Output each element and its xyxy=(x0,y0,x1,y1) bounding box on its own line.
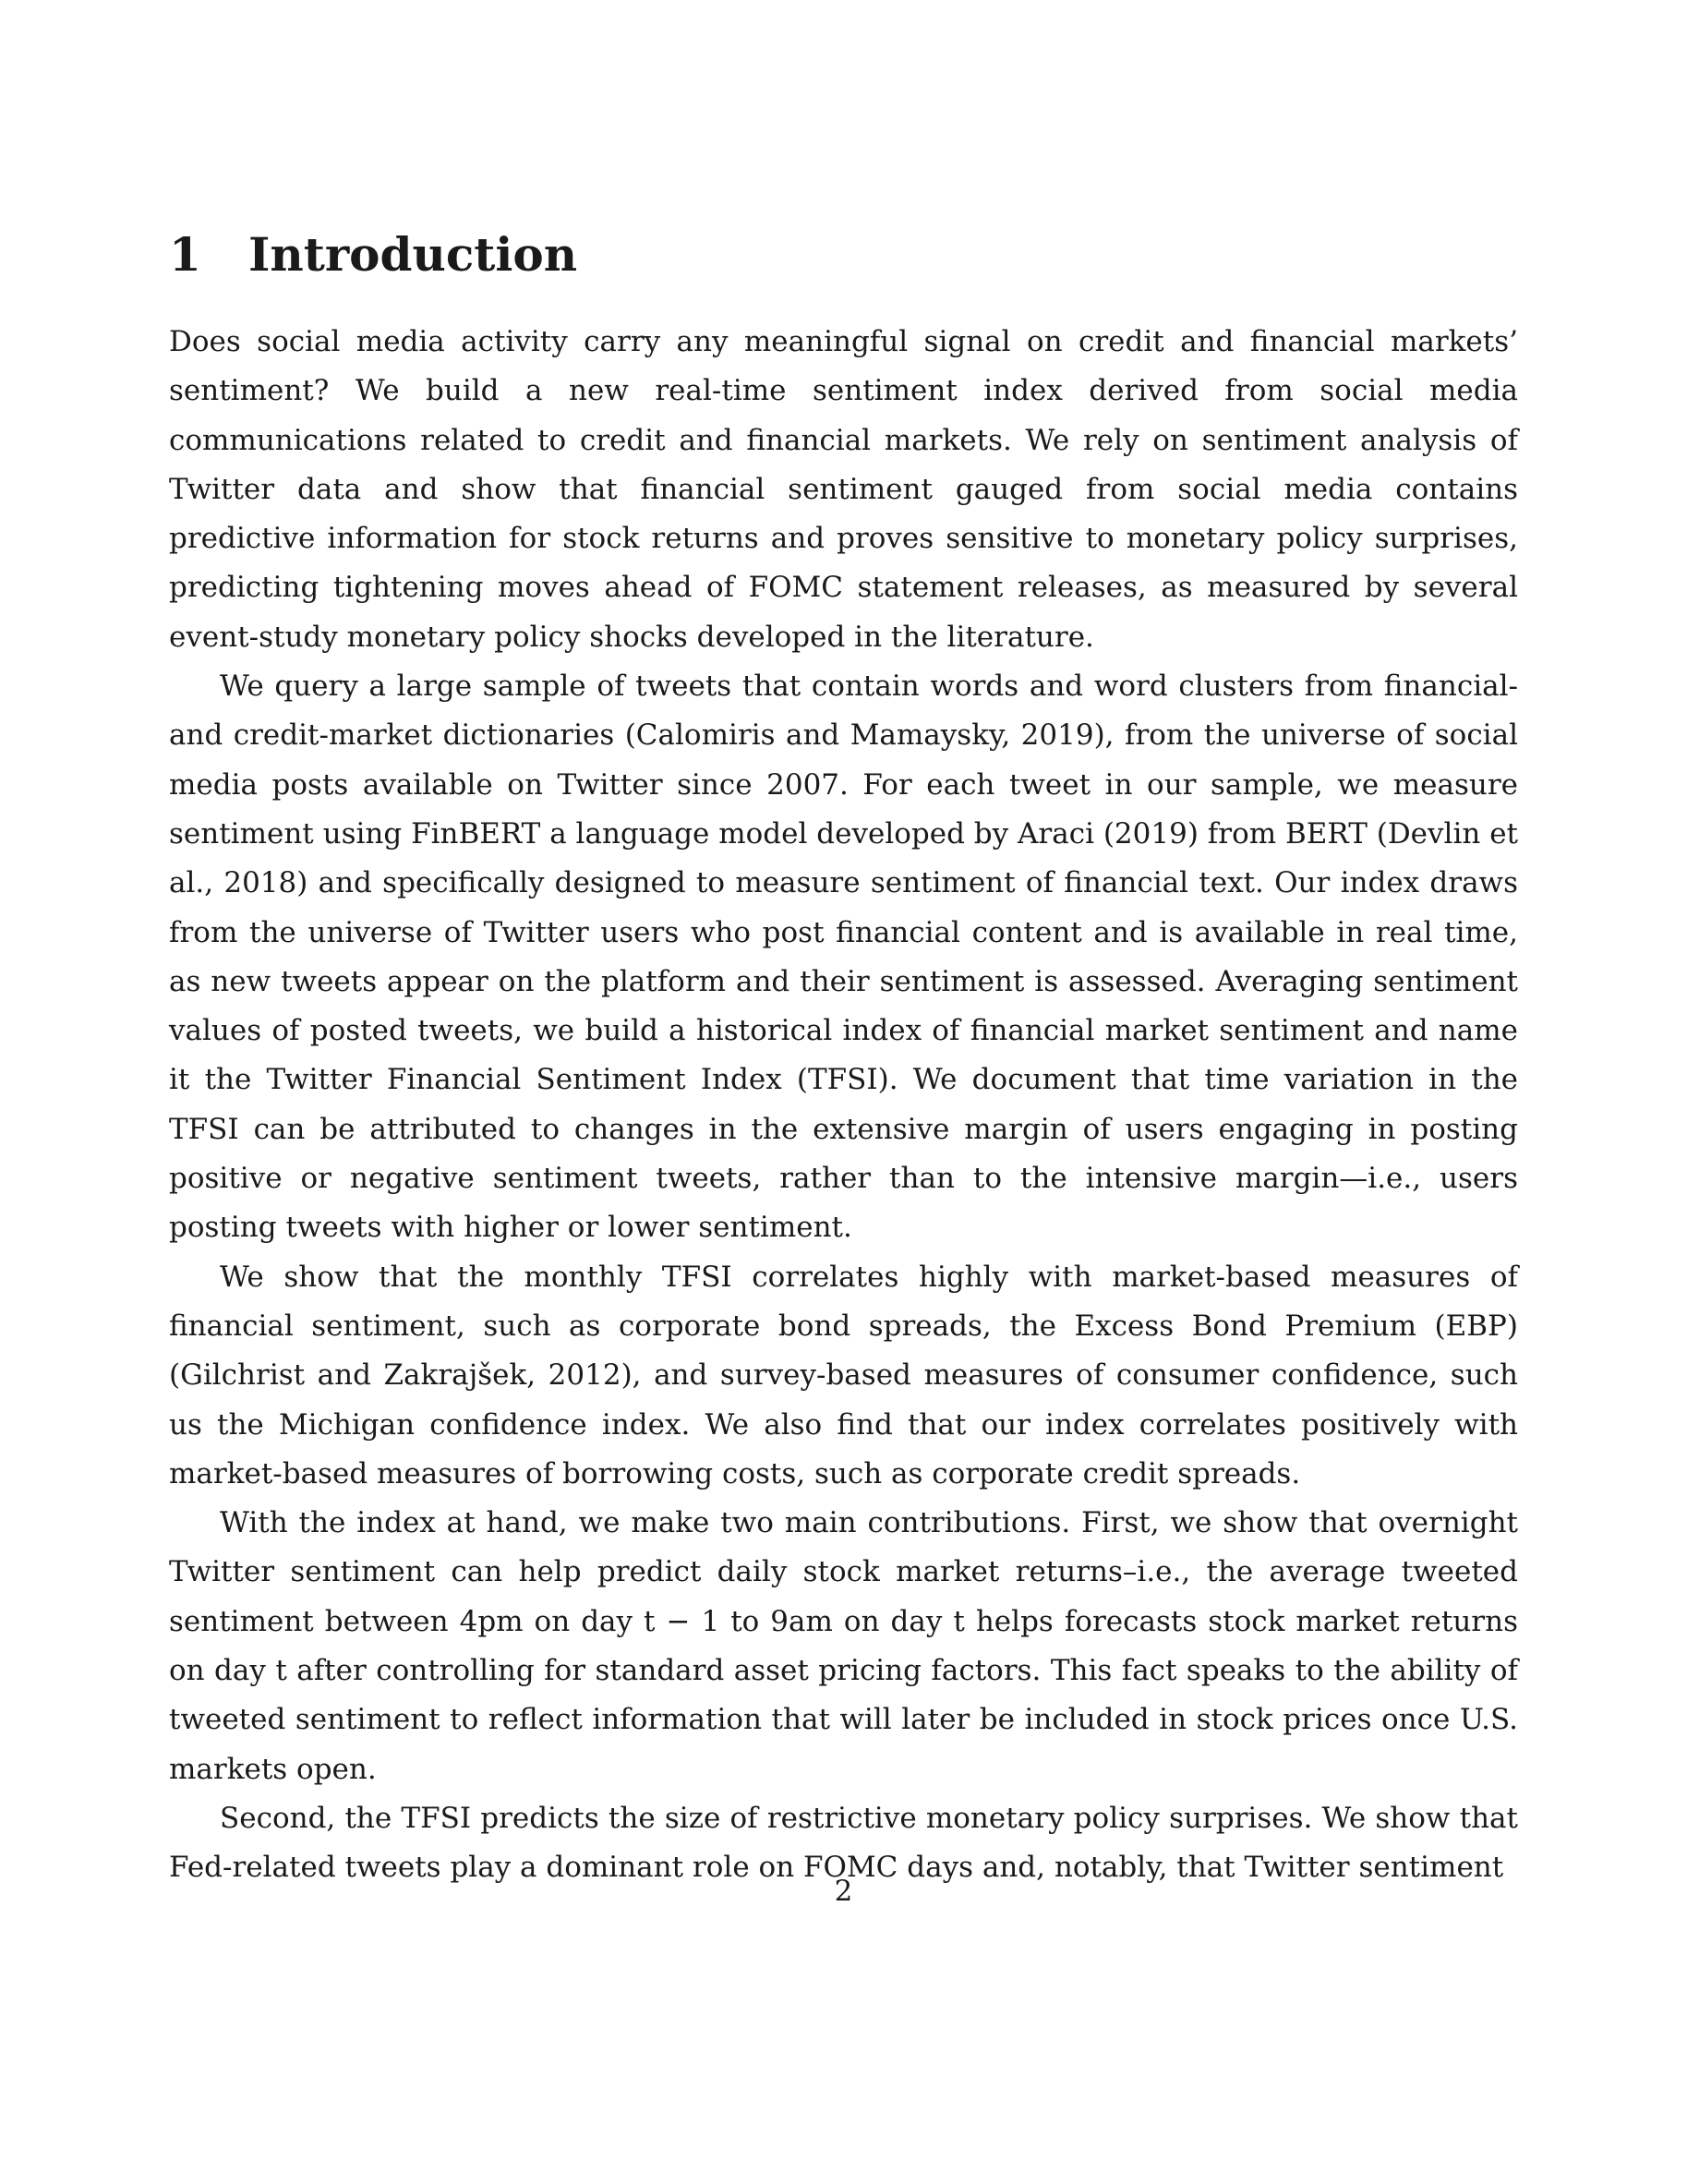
section-number: 1 xyxy=(169,227,201,282)
section-title: Introduction xyxy=(248,227,578,282)
section-heading xyxy=(169,222,577,288)
paragraph-5: Second, the TFSI predicts the size of restrictive monetary policy surprises. We show that Fed-related tweets play a dominant role on FOMC days and, notably, that Twitter sentiment xyxy=(169,1801,1518,1885)
paragraph-1: Does social media activity carry any meaningful signal on credit and financial markets’ sentiment? We build a new real-time sentiment index derived from social media communications related to credit and financial markets. We rely on sentiment analysis of Twitter data and show that financial sentiment gauged from social media contains predictive information for stock returns and proves sensitive to monetary policy surprises, predicting tightening moves ahead of FOMC statement releases, as measured by several event-study monetary policy shocks developed in the literature. xyxy=(169,325,1518,654)
page-number: 2 xyxy=(834,1875,853,1908)
paragraph-4: With the index at hand, we make two main contributions. First, we show that overnight Twitter sentiment can help predict daily stock market returns–i.e., the average tweeted sentiment between 4pm on day t − 1 to 9am on day t helps forecasts stock market returns on day t after controlling for standard asset pricing factors. This fact speaks to the ability of tweeted sentiment to reflect information that will later be included in stock prices once U.S. markets open. xyxy=(169,1506,1518,1786)
paragraph-3: We show that the monthly TFSI correlates highly with market-based measures of financial sentiment, such as corporate bond spreads, the Excess Bond Premium (EBP) (Gilchrist and Zakrajšek, 2012), and survey-based measures of consumer confidence, such us the Michigan confidence index. We also find that our index correlates positively with market-based measures of borrowing costs, such as corporate credit spreads. xyxy=(169,1260,1518,1490)
section-body xyxy=(169,318,1518,1893)
paragraph-2: We query a large sample of tweets that contain words and word clusters from financial- and credit-market dictionaries (Calomiris and Mamaysky, 2019), from the universe of social media posts available on Twitter since 2007. For each tweet in our sample, we measure sentiment using FinBERT a language model developed by Araci (2019) from BERT (Devlin et al., 2018) and specifically designed to measure sentiment of financial text. Our index draws from the universe of Twitter users who post financial content and is available in real time, as new tweets appear on the platform and their sentiment is assessed. Averaging sentiment values of posted tweets, we build a historical index of financial market sentiment and name it the Twitter Financial Sentiment Index (TFSI). We document that time variation in the TFSI can be attributed to changes in the extensive margin of users engaging in posting positive or negative sentiment tweets, rather than to the intensive margin—i.e., users posting tweets with higher or lower sentiment. xyxy=(169,670,1518,1245)
